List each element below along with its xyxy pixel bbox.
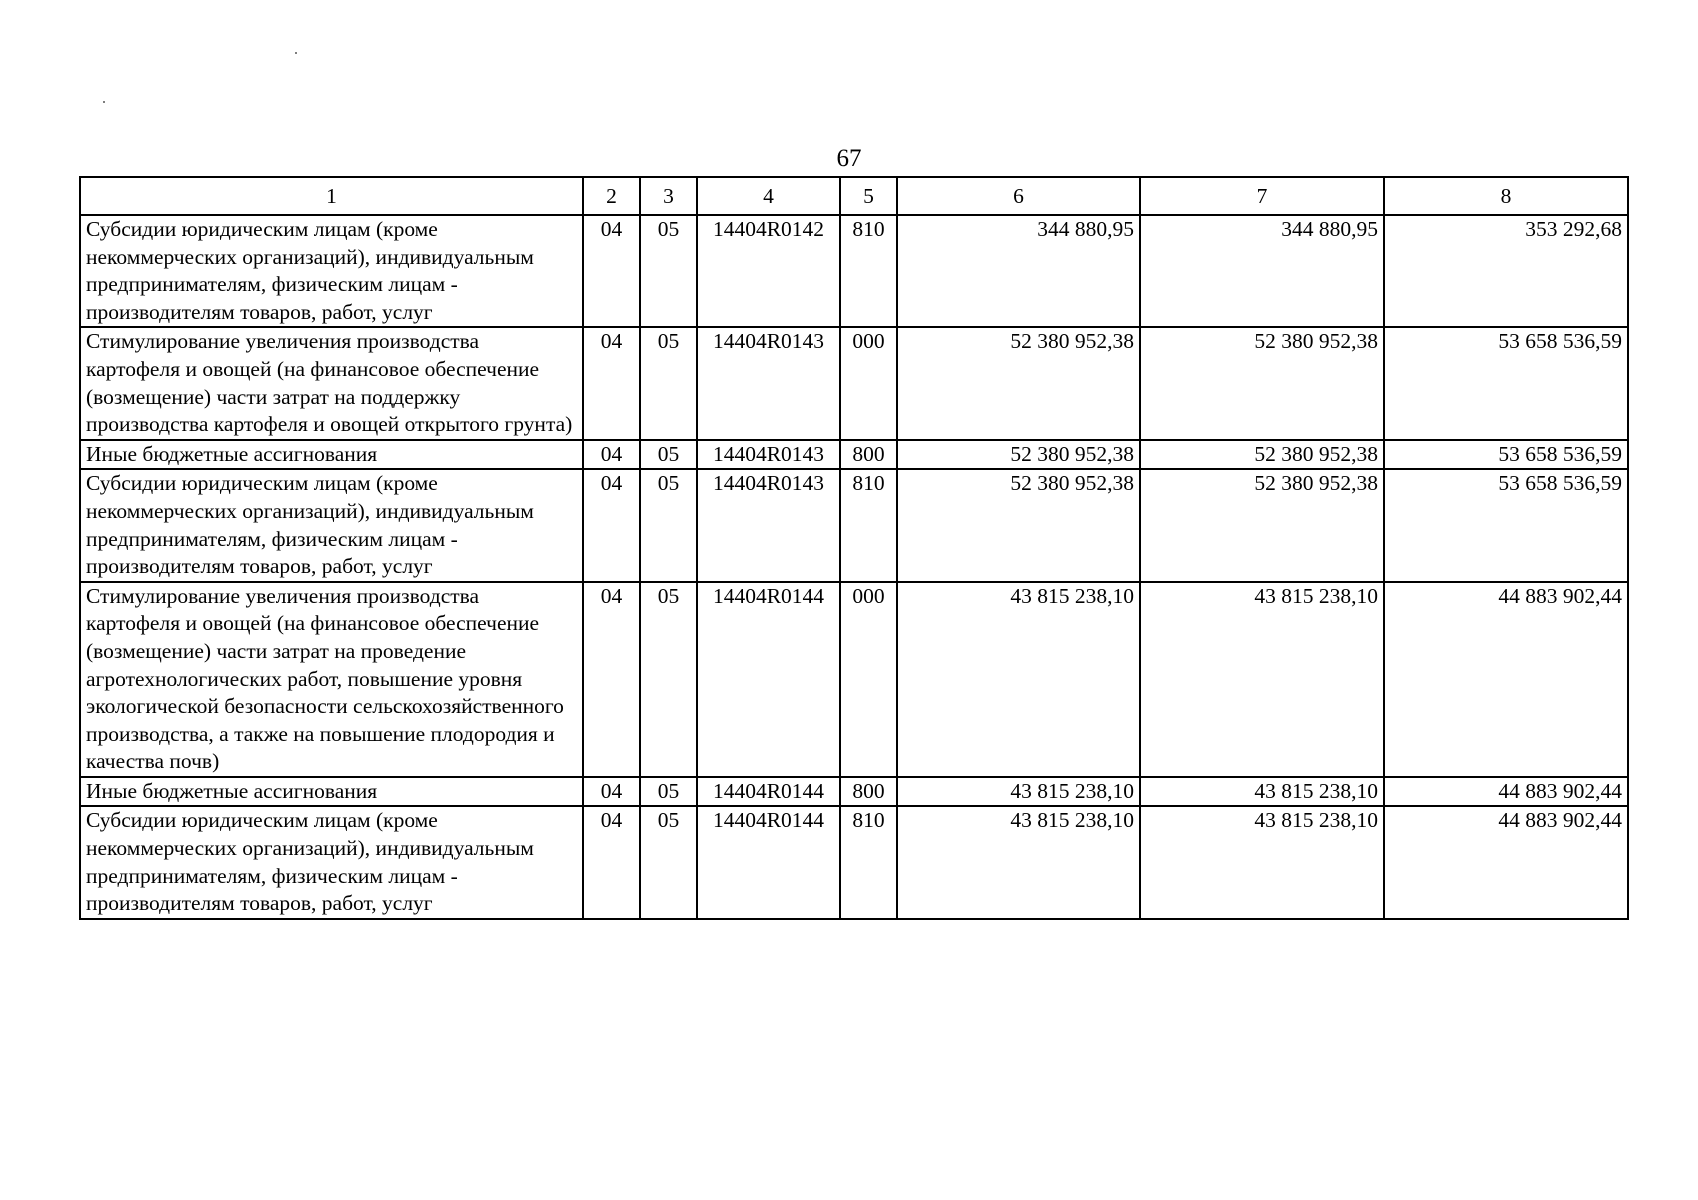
- header-cell-2: 2: [583, 177, 640, 215]
- subsection-code-cell: 05: [640, 215, 697, 327]
- target-article-cell: 14404R0143: [697, 440, 840, 470]
- section-code-cell: 04: [583, 327, 640, 439]
- amount-col8-cell: 353 292,68: [1384, 215, 1628, 327]
- table-row: [80, 440, 1628, 470]
- section-code-cell: 04: [583, 582, 640, 777]
- amount-col8-cell: 53 658 536,59: [1384, 327, 1628, 439]
- section-code-cell: 04: [583, 215, 640, 327]
- amount-col8-cell: 44 883 902,44: [1384, 806, 1628, 918]
- amount-col6-cell: 52 380 952,38: [897, 440, 1140, 470]
- amount-col8-cell: 53 658 536,59: [1384, 440, 1628, 470]
- subsection-code-cell: 05: [640, 806, 697, 918]
- header-cell-5: 5: [840, 177, 897, 215]
- amount-col8-cell: 44 883 902,44: [1384, 582, 1628, 777]
- amount-col6-cell: 43 815 238,10: [897, 582, 1140, 777]
- target-article-cell: 14404R0142: [697, 215, 840, 327]
- section-code-cell: 04: [583, 440, 640, 470]
- amount-col7-cell: 43 815 238,10: [1140, 806, 1384, 918]
- row-name-cell: Стимулирование увеличения производства картофеля и овощей (на финансовое обеспечение (возмещение) части затрат на поддержку производства картофеля и овощей открытого грунта): [80, 327, 583, 439]
- expense-type-cell: 810: [840, 215, 897, 327]
- target-article-cell: 14404R0143: [697, 327, 840, 439]
- subsection-code-cell: 05: [640, 469, 697, 581]
- page-number: 67: [836, 145, 862, 172]
- amount-col6-cell: 52 380 952,38: [897, 327, 1140, 439]
- amount-col8-cell: 53 658 536,59: [1384, 469, 1628, 581]
- section-code-cell: 04: [583, 806, 640, 918]
- header-cell-1: 1: [80, 177, 583, 215]
- header-row: [80, 177, 1628, 215]
- table-row: [80, 582, 1628, 777]
- amount-col6-cell: 43 815 238,10: [897, 777, 1140, 807]
- target-article-cell: 14404R0144: [697, 806, 840, 918]
- expense-type-cell: 810: [840, 806, 897, 918]
- budget-table: [79, 176, 1629, 920]
- section-code-cell: 04: [583, 469, 640, 581]
- expense-type-cell: 810: [840, 469, 897, 581]
- amount-col7-cell: 344 880,95: [1140, 215, 1384, 327]
- amount-col6-cell: 344 880,95: [897, 215, 1140, 327]
- table-row: [80, 215, 1628, 327]
- amount-col6-cell: 43 815 238,10: [897, 806, 1140, 918]
- row-name-cell: Иные бюджетные ассигнования: [80, 777, 583, 807]
- subsection-code-cell: 05: [640, 777, 697, 807]
- amount-col6-cell: 52 380 952,38: [897, 469, 1140, 581]
- header-cell-4: 4: [697, 177, 840, 215]
- scan-speck: [103, 101, 105, 103]
- expense-type-cell: 800: [840, 440, 897, 470]
- header-cell-8: 8: [1384, 177, 1628, 215]
- expense-type-cell: 000: [840, 327, 897, 439]
- target-article-cell: 14404R0144: [697, 777, 840, 807]
- table-row: [80, 777, 1628, 807]
- row-name-cell: Стимулирование увеличения производства картофеля и овощей (на финансовое обеспечение (возмещение) части затрат на проведение агротехнологических работ, повышение уровня экологической безопасности сельскохозяйственного производства, а также на повышение плодородия и качества почв): [80, 582, 583, 777]
- header-cell-7: 7: [1140, 177, 1384, 215]
- subsection-code-cell: 05: [640, 440, 697, 470]
- scan-speck: [295, 52, 297, 54]
- subsection-code-cell: 05: [640, 327, 697, 439]
- row-name-cell: Иные бюджетные ассигнования: [80, 440, 583, 470]
- header-cell-6: 6: [897, 177, 1140, 215]
- amount-col7-cell: 52 380 952,38: [1140, 327, 1384, 439]
- table-row: [80, 469, 1628, 581]
- expense-type-cell: 800: [840, 777, 897, 807]
- expense-type-cell: 000: [840, 582, 897, 777]
- row-name-cell: Субсидии юридическим лицам (кроме некоммерческих организаций), индивидуальным предпринимателям, физическим лицам - производителям товаров, работ, услуг: [80, 469, 583, 581]
- target-article-cell: 14404R0144: [697, 582, 840, 777]
- table-row: [80, 327, 1628, 439]
- row-name-cell: Субсидии юридическим лицам (кроме некоммерческих организаций), индивидуальным предпринимателям, физическим лицам - производителям товаров, работ, услуг: [80, 806, 583, 918]
- amount-col7-cell: 43 815 238,10: [1140, 582, 1384, 777]
- subsection-code-cell: 05: [640, 582, 697, 777]
- amount-col7-cell: 52 380 952,38: [1140, 469, 1384, 581]
- row-name-cell: Субсидии юридическим лицам (кроме некоммерческих организаций), индивидуальным предпринимателям, физическим лицам - производителям товаров, работ, услуг: [80, 215, 583, 327]
- target-article-cell: 14404R0143: [697, 469, 840, 581]
- amount-col8-cell: 44 883 902,44: [1384, 777, 1628, 807]
- amount-col7-cell: 52 380 952,38: [1140, 440, 1384, 470]
- amount-col7-cell: 43 815 238,10: [1140, 777, 1384, 807]
- table-row: [80, 806, 1628, 918]
- header-cell-3: 3: [640, 177, 697, 215]
- section-code-cell: 04: [583, 777, 640, 807]
